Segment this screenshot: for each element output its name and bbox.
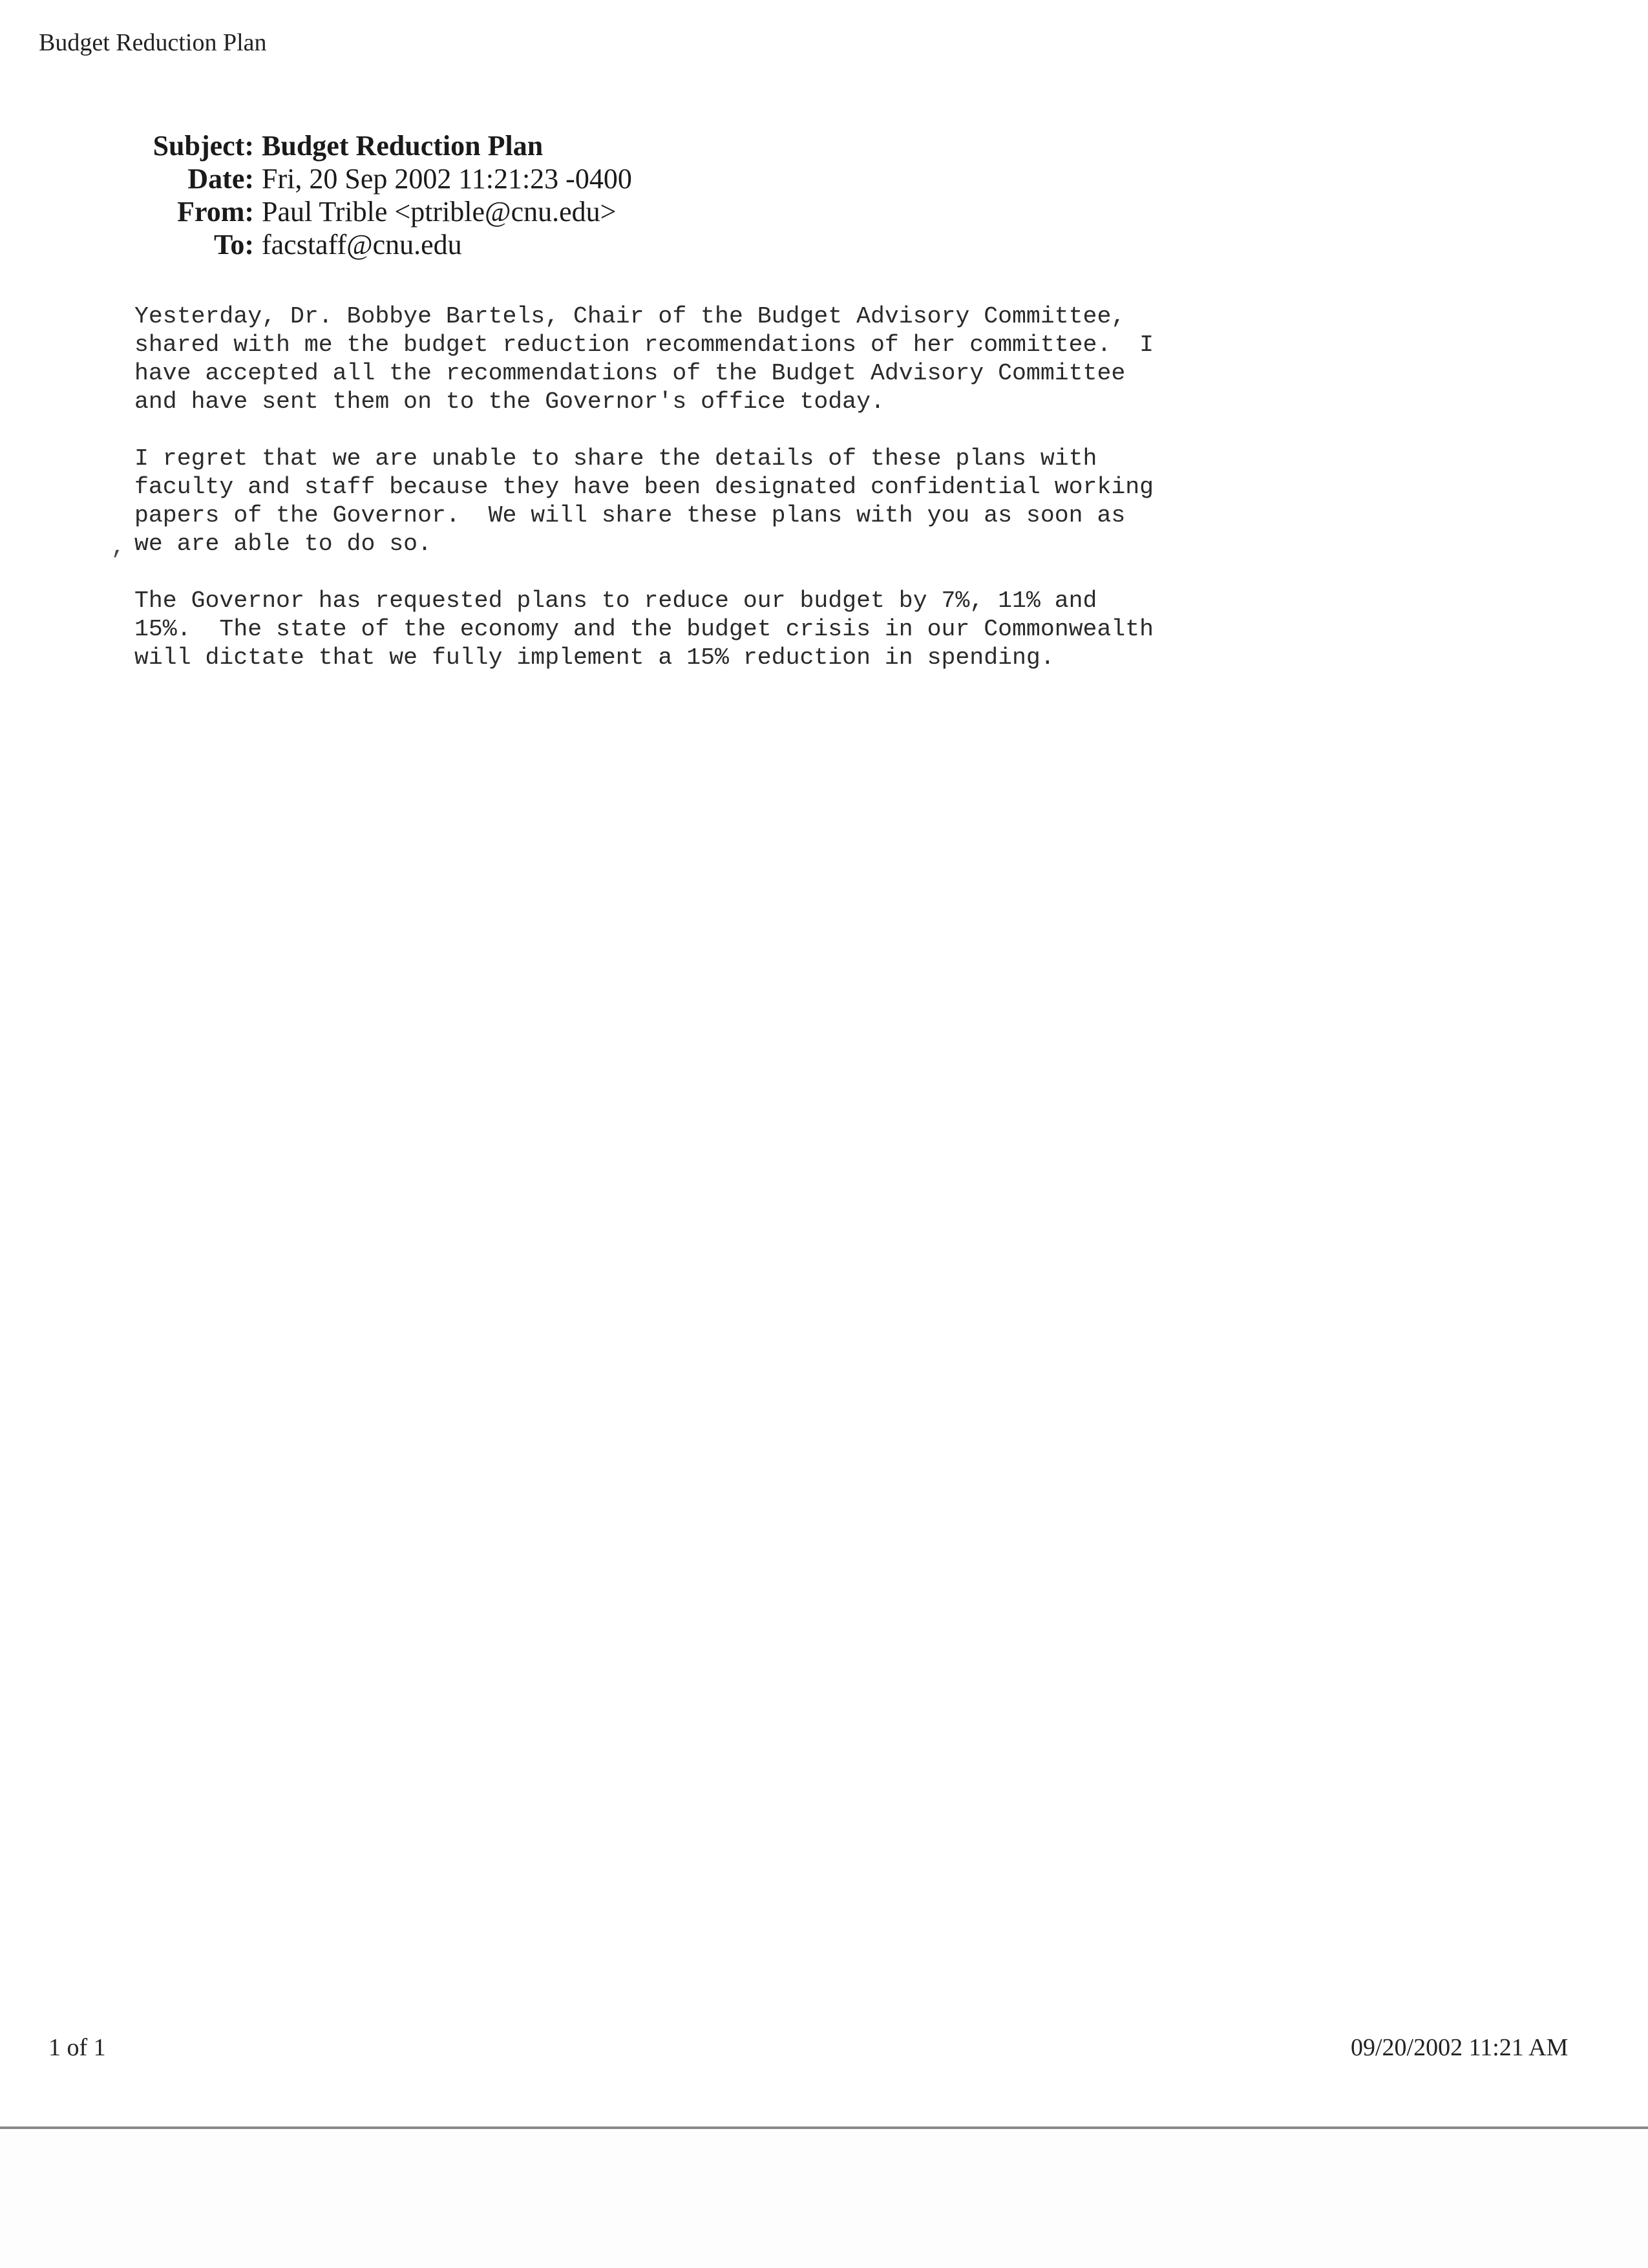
email-body xyxy=(134,302,1492,701)
page-number: 1 of 1 xyxy=(48,2034,106,2061)
from-row xyxy=(139,195,632,228)
scan-mark: , xyxy=(111,534,125,560)
body-paragraph-2: I regret that we are unable to share the details of these plans with faculty and staff because they have been designated confidential working papers of the Governor. We will share these plans with you as soon as we are able to do so. xyxy=(134,445,1154,557)
email-header xyxy=(139,129,632,261)
body-paragraph-3: The Governor has requested plans to reduce our budget by 7%, 11% and 15%. The state of the economy and the budget crisis in our Commonwealth will dictate that we fully implement a 15% reduction in spending. xyxy=(134,588,1154,671)
to-label: To: xyxy=(214,229,254,260)
to-value: facstaff@cnu.edu xyxy=(262,229,462,260)
to-row xyxy=(139,228,632,261)
from-label: From: xyxy=(177,196,254,228)
page-header-title: Budget Reduction Plan xyxy=(39,29,267,56)
date-value: Fri, 20 Sep 2002 11:21:23 -0400 xyxy=(262,163,632,195)
printed-timestamp: 09/20/2002 11:21 AM xyxy=(1351,2034,1569,2061)
subject-label: Subject: xyxy=(153,130,254,162)
date-label: Date: xyxy=(187,163,254,195)
from-value: Paul Trible <ptrible@cnu.edu> xyxy=(262,196,617,228)
body-paragraph-1: Yesterday, Dr. Bobbye Bartels, Chair of the Budget Advisory Committee, shared with me the budget reduction recommendations of her committee. I have accepted all the recommendations of the Budget Advisory Committee and have sent them on to the Governor's office today. xyxy=(134,303,1154,415)
subject-value: Budget Reduction Plan xyxy=(262,130,544,162)
subject-row xyxy=(139,129,632,162)
scan-margin xyxy=(0,2129,1648,2268)
date-row xyxy=(139,162,632,195)
